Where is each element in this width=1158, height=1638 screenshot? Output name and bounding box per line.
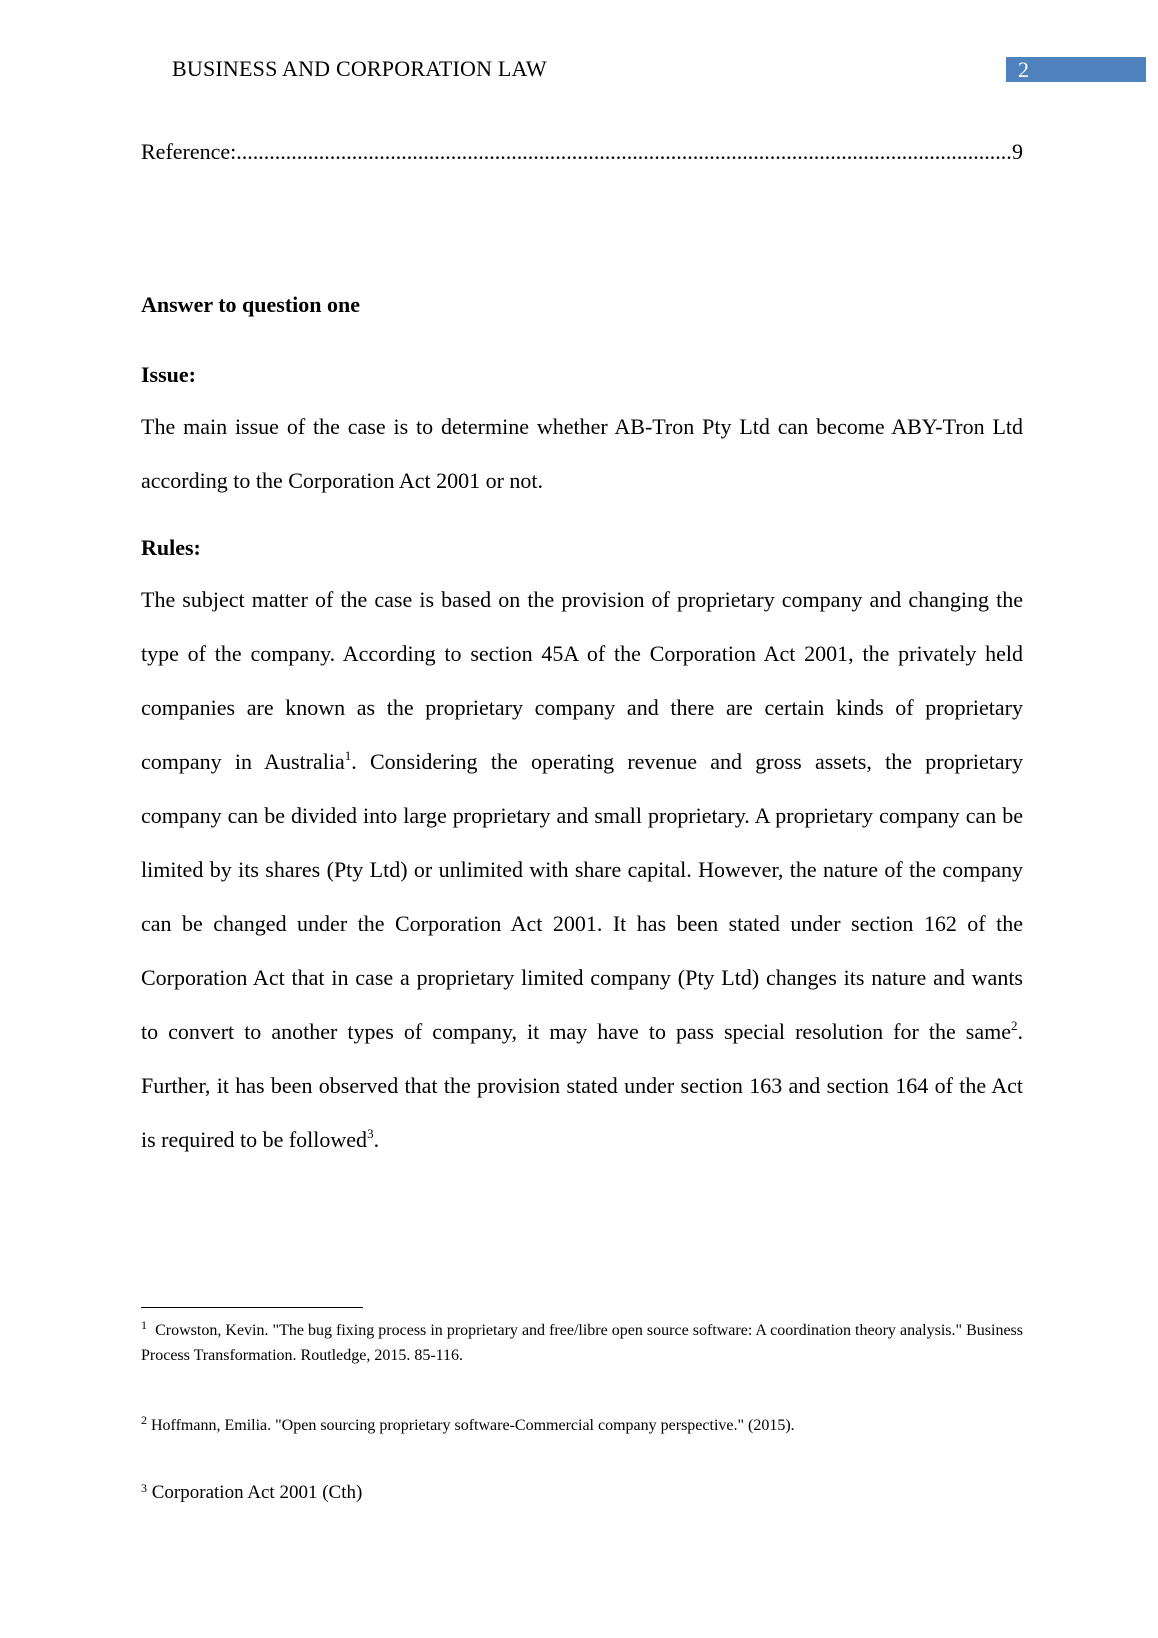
page-number-badge	[1006, 57, 1146, 82]
running-header-title: BUSINESS AND CORPORATION LAW	[172, 56, 547, 81]
footnote-number: 1	[141, 1318, 147, 1332]
issue-heading: Issue:	[141, 362, 197, 387]
rules-text-part: . Considering the operating revenue and gross assets, the proprietary company can be divided into large proprietary and small proprietary. A proprietary company can be limited by its shares (Pty Ltd) or unlimited with share capital. However, the nature of the company can be changed under the Corporation Act 2001. It has been stated under section 162 of the Corporation Act that in case a proprietary limited company (Pty Ltd) changes its nature and wants to convert to another types of company, it may have to pass special resolution for the same	[141, 749, 1023, 1044]
footnote-separator	[141, 1307, 363, 1308]
rules-text-part: . Further, it has been observed that the provision stated under section 163 and section 164 of the Act is required to be followed	[141, 1019, 1023, 1152]
rules-heading: Rules:	[141, 535, 201, 560]
footnote-1	[141, 1318, 1023, 1368]
footnote-2	[141, 1413, 1023, 1438]
issue-paragraph: The main issue of the case is to determine whether AB-Tron Pty Ltd can become ABY-Tron Ltd according to the Corporation Act 2001 or not.	[141, 414, 1023, 493]
page-number: 2	[1018, 57, 1029, 82]
footnote-number: 3	[141, 1481, 147, 1495]
footnote-3	[141, 1480, 1023, 1505]
toc-dot-leader	[236, 139, 1012, 165]
rules-text-part: .	[373, 1127, 380, 1152]
footnote-text: Crowston, Kevin. "The bug fixing process in proprietary and free/libre open source software: A coordination theory analysis." Business Process Transformation. Routledge, 2015. 85-116.	[141, 1322, 1024, 1364]
footnote-ref-1[interactable]: 1	[344, 748, 352, 763]
footnote-ref-2[interactable]: 2	[1011, 1018, 1018, 1033]
toc-entry-page: 9	[1012, 139, 1023, 164]
toc-entry-reference[interactable]	[141, 139, 1023, 165]
footnote-ref-3[interactable]: 3	[367, 1126, 374, 1141]
rules-paragraph	[141, 573, 1023, 1167]
footnote-number: 2	[141, 1413, 147, 1427]
section-heading: Answer to question one	[141, 292, 361, 317]
rules-text-part: The subject matter of the case is based on the provision of proprietary company and changing the type of the company. According to section 45A of the Corporation Act 2001, the privately held companies are known as the proprietary company and there are certain kinds of proprietary company in Australia	[141, 587, 1023, 774]
footnote-text: Hoffmann, Emilia. "Open sourcing proprietary software-Commercial company perspective." (2015).	[151, 1417, 795, 1434]
toc-entry-label: Reference:	[141, 139, 237, 164]
footnote-text: Corporation Act 2001 (Cth)	[151, 1482, 363, 1503]
